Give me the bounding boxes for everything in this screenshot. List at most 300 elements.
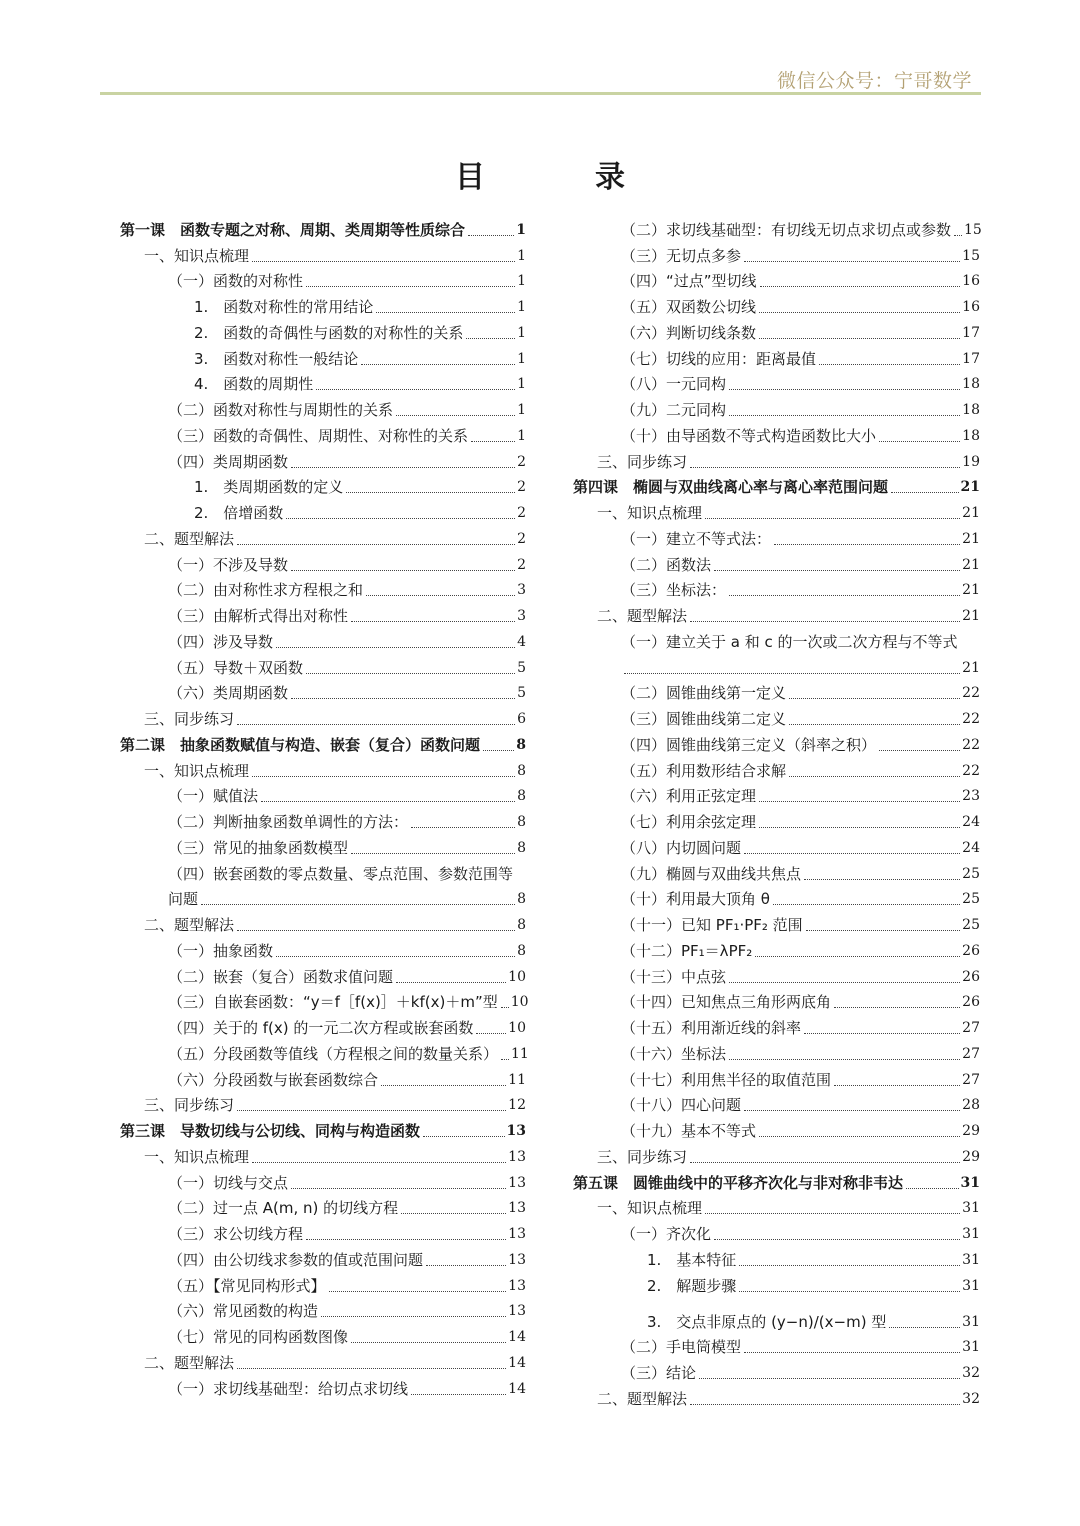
- dot-leader: [789, 697, 960, 699]
- toc-entry[interactable]: [573, 240, 980, 266]
- toc-entry-label: 第五课 圆锥曲线中的平移齐次化与非对称非韦达: [573, 1173, 904, 1192]
- toc-entry[interactable]: [120, 420, 526, 446]
- toc-entry[interactable]: [573, 1090, 980, 1116]
- dot-leader: [774, 543, 960, 545]
- toc-entry[interactable]: [573, 472, 980, 498]
- dot-leader: [376, 311, 515, 313]
- dot-leader: [471, 440, 515, 442]
- dot-leader: [396, 414, 515, 416]
- toc-entry[interactable]: [573, 832, 980, 858]
- toc-entry-label: （六）分段函数与嵌套函数综合: [168, 1070, 379, 1089]
- toc-entry-label: （一）建立关于 a 和 c 的一次或二次方程与不等式: [621, 632, 958, 651]
- toc-entry[interactable]: [573, 317, 980, 343]
- toc-entry[interactable]: [573, 420, 980, 446]
- toc-entry-label: 2. 函数的奇偶性与函数的对称性的关系: [194, 323, 464, 342]
- toc-entry-label: 一、知识点梳理: [597, 1199, 703, 1218]
- toc-entry-label: （一）建立不等式法：: [621, 529, 772, 548]
- toc-entry[interactable]: [120, 1270, 526, 1296]
- toc-entry[interactable]: [573, 884, 980, 910]
- toc-entry-page: 26: [962, 968, 980, 985]
- toc-entry[interactable]: [120, 987, 529, 1013]
- toc-entry[interactable]: [120, 575, 526, 601]
- toc-entry-page: 31: [962, 1277, 980, 1294]
- toc-entry-label: 第三课 导数切线与公切线、同构与构造函数: [120, 1122, 421, 1140]
- toc-entry-label: （四）涉及导数: [168, 632, 274, 651]
- toc-entry[interactable]: [573, 1167, 980, 1193]
- toc-entry[interactable]: [573, 1115, 980, 1141]
- toc-entry-page: 17: [962, 350, 980, 367]
- toc-entry-label: （四）类周期函数: [168, 452, 289, 471]
- toc-entry-label: （七）常见的同构函数图像: [168, 1328, 349, 1346]
- dot-leader: [501, 1006, 509, 1008]
- toc-entry[interactable]: [573, 369, 980, 395]
- header-watermark: 微信公众号：宁哥数学: [776, 70, 972, 92]
- toc-entry-page: 21: [962, 582, 980, 599]
- toc-entry[interactable]: [573, 858, 980, 884]
- toc-entry-label: （五）利用数形结合求解: [621, 761, 787, 780]
- toc-entry-page: 8: [517, 917, 526, 933]
- toc-entry-page: 21: [962, 556, 980, 573]
- toc-entry-label: （二）圆锥曲线第一定义: [621, 684, 787, 703]
- toc-entry[interactable]: [573, 935, 980, 961]
- toc-entry[interactable]: [573, 961, 980, 987]
- toc-entry-label: （十七）利用焦半径的取值范围: [621, 1070, 832, 1089]
- toc-entry[interactable]: [120, 858, 526, 884]
- toc-entry-page: 1: [516, 221, 526, 238]
- toc-entry-page: 4: [517, 633, 526, 650]
- toc-entry-label: （六）判断切线条数: [621, 323, 757, 342]
- toc-entry[interactable]: [573, 1357, 980, 1383]
- toc-entry-page: 27: [962, 1045, 980, 1062]
- dot-leader: [306, 285, 515, 287]
- dot-leader: [286, 517, 515, 519]
- toc-entry[interactable]: [120, 214, 526, 240]
- toc-left-column: [120, 214, 529, 1399]
- dot-leader: [729, 981, 960, 983]
- toc-entry-page: 2: [517, 530, 526, 547]
- toc-entry-page: 17: [962, 324, 980, 341]
- dot-leader: [760, 285, 961, 287]
- toc-entry-label: （一）齐次化: [621, 1225, 712, 1243]
- toc-entry[interactable]: [120, 652, 526, 678]
- toc-entry-page: 12: [508, 1097, 526, 1114]
- toc-entry[interactable]: [573, 1218, 980, 1244]
- toc-entry[interactable]: [120, 678, 526, 704]
- toc-entry-page: 21: [962, 530, 980, 547]
- dot-leader: [476, 1032, 506, 1034]
- dot-leader: [729, 414, 960, 416]
- toc-entry-page: 32: [962, 1390, 980, 1407]
- toc-entry-label: （九）二元同构: [621, 401, 727, 419]
- toc-entry[interactable]: [573, 1296, 980, 1332]
- toc-entry-page: 13: [508, 1226, 526, 1242]
- toc-entry-label: （四）由公切线求参数的值或范围问题: [168, 1250, 424, 1269]
- toc-entry-page: 15: [962, 247, 980, 264]
- toc-entry-label: （一）抽象函数: [168, 941, 274, 960]
- dot-leader: [789, 723, 960, 725]
- toc-entry[interactable]: [573, 678, 980, 704]
- toc-entry-page: 21: [960, 479, 980, 496]
- toc-entry-label: （二）手电筒模型: [621, 1338, 742, 1357]
- dot-leader: [834, 1084, 960, 1086]
- dot-leader: [291, 697, 515, 699]
- toc-entry[interactable]: [573, 1270, 980, 1296]
- toc-entry-page: 1: [517, 247, 526, 264]
- toc-entry-page: 8: [516, 736, 526, 753]
- toc-entry-page: 22: [962, 685, 980, 702]
- toc-entry-page: 31: [962, 1226, 980, 1242]
- dot-leader: [261, 800, 515, 802]
- toc-entry-label: 二、题型解法: [597, 607, 688, 625]
- toc-entry-page: 2: [517, 556, 526, 573]
- toc-entry-page: 3: [517, 608, 526, 624]
- toc-entry-page: 21: [962, 608, 980, 624]
- toc-entry-page: 10: [510, 994, 529, 1011]
- toc-entry-page: 2: [517, 479, 526, 496]
- toc-entry-label: （五）分段函数等值线（方程根之间的数量关系）: [168, 1044, 499, 1063]
- toc-entry[interactable]: [573, 781, 980, 807]
- dot-leader: [252, 1161, 506, 1163]
- toc-entry[interactable]: [573, 1064, 980, 1090]
- dot-leader: [468, 234, 514, 236]
- toc-entry-page: 18: [962, 402, 980, 418]
- toc-entry[interactable]: [120, 1193, 526, 1219]
- toc-entry[interactable]: [120, 1373, 526, 1399]
- toc-entry[interactable]: [573, 343, 980, 369]
- toc-entry[interactable]: [120, 832, 526, 858]
- toc-entry-page: 32: [962, 1365, 980, 1381]
- toc-entry-label: （七）切线的应用：距离最值: [621, 349, 817, 368]
- dot-leader: [291, 466, 515, 468]
- dot-leader: [346, 491, 515, 493]
- toc-entry[interactable]: [573, 1012, 980, 1038]
- toc-entry-page: 25: [962, 917, 980, 933]
- toc-entry[interactable]: [573, 1038, 980, 1064]
- dot-leader: [411, 826, 515, 828]
- toc-entry-label: （四）嵌套函数的零点数量、零点范围、参数范围等: [168, 864, 514, 883]
- toc-entry[interactable]: [120, 266, 526, 292]
- toc-entry-label: （六）类周期函数: [168, 684, 289, 703]
- dot-leader: [773, 903, 960, 905]
- dot-leader: [699, 1377, 960, 1379]
- toc-entry[interactable]: [120, 446, 526, 472]
- toc-entry-page: 13: [508, 1174, 526, 1191]
- toc-entry-label: （二）函数法: [621, 555, 712, 574]
- toc-entry-label: （三）自嵌套函数：“y＝f［f(x)］＋kf(x)＋m”型: [168, 993, 498, 1012]
- dot-leader: [237, 543, 515, 545]
- toc-entry-label: （三）常见的抽象函数模型: [168, 838, 349, 857]
- toc-entry-label: （十）由导函数不等式构造函数比大小: [621, 426, 877, 445]
- dot-leader: [879, 749, 960, 751]
- toc-entry-page: 13: [508, 1251, 526, 1268]
- toc-entry-page: 11: [508, 1071, 526, 1088]
- toc-entry-page: 1: [517, 273, 526, 290]
- toc-entry-page: 14: [508, 1380, 526, 1397]
- dot-leader: [426, 1264, 506, 1266]
- toc-entry-page: 22: [962, 762, 980, 779]
- toc-entry-label: （二）过一点 A(m, n) 的切线方程: [168, 1199, 399, 1218]
- toc-entry[interactable]: [120, 806, 526, 832]
- dot-leader: [755, 955, 960, 957]
- dot-leader: [729, 1058, 960, 1060]
- toc-entry[interactable]: [120, 1064, 526, 1090]
- toc-entry-label: （六）常见函数的构造: [168, 1302, 319, 1321]
- toc-entry[interactable]: [573, 394, 980, 420]
- toc-entry-page: 29: [962, 1123, 980, 1139]
- toc-entry-label: 第四课 椭圆与双曲线离心率与离心率范围问题: [573, 478, 889, 497]
- toc-entry-page: 28: [962, 1097, 980, 1114]
- toc-entry-label: （一）函数的对称性: [168, 272, 304, 291]
- toc-entry-label: 三、同步练习: [597, 452, 688, 471]
- toc-entry[interactable]: [120, 472, 526, 498]
- dot-leader: [729, 388, 960, 390]
- toc-entry-label: 一、知识点梳理: [144, 761, 250, 780]
- toc-entry[interactable]: [120, 1321, 526, 1347]
- toc-entry[interactable]: [573, 523, 980, 549]
- toc-entry-label: （七）利用余弦定理: [621, 813, 757, 831]
- toc-entry[interactable]: [120, 291, 526, 317]
- toc-entry-label: （二）嵌套（复合）函数求值问题: [168, 967, 394, 986]
- dot-leader: [276, 646, 515, 648]
- dot-leader: [954, 234, 962, 236]
- toc-entry-label: （三）函数的奇偶性、周期性、对称性的关系: [168, 426, 469, 445]
- toc-entry[interactable]: [573, 497, 980, 523]
- toc-entry-page: 14: [508, 1354, 526, 1371]
- toc-entry[interactable]: [120, 1218, 526, 1244]
- toc-entry[interactable]: [573, 703, 980, 729]
- toc-entry-label: （四）“过点”型切线: [621, 272, 757, 291]
- dot-leader: [804, 878, 960, 880]
- toc-entry-label: （二）求切线基础型：有切线无切点求切点或参数: [621, 220, 952, 239]
- toc-entry-label: （六）利用正弦定理: [621, 787, 757, 806]
- toc-entry-page: 5: [517, 659, 526, 676]
- toc-entry-page: 8: [517, 762, 526, 779]
- dot-leader: [401, 1212, 506, 1214]
- toc-entry[interactable]: [120, 343, 526, 369]
- toc-entry-label: （五）双函数公切线: [621, 298, 757, 316]
- toc-entry[interactable]: [120, 781, 526, 807]
- toc-entry-label: （八）内切圆问题: [621, 838, 742, 857]
- toc-entry[interactable]: [573, 1244, 980, 1270]
- toc-entry-label: 1. 类周期函数的定义: [194, 478, 344, 497]
- toc-entry[interactable]: [120, 703, 526, 729]
- toc-entry-label: 1. 函数对称性的常用结论: [194, 298, 374, 316]
- toc-entry-label: （三）求公切线方程: [168, 1225, 304, 1243]
- toc-entry-page: 1: [517, 324, 526, 341]
- toc-entry-label: （四）关于的 f(x) 的一元二次方程或嵌套函数: [168, 1019, 474, 1037]
- toc-entry-page: 8: [517, 814, 526, 830]
- toc-entry-page: 29: [962, 1148, 980, 1165]
- dot-leader: [329, 1290, 507, 1292]
- toc-entry[interactable]: [120, 369, 526, 395]
- dot-leader: [834, 1006, 960, 1008]
- toc-entry[interactable]: [120, 755, 526, 781]
- toc-entry[interactable]: [120, 909, 526, 935]
- toc-entry[interactable]: [573, 806, 980, 832]
- dot-leader: [466, 337, 515, 339]
- dot-leader: [306, 1238, 506, 1240]
- toc-entry-label: （十五）利用渐近线的斜率: [621, 1019, 802, 1037]
- toc-entry-page: 31: [962, 1313, 980, 1330]
- toc-entry-label: （八）一元同构: [621, 375, 727, 394]
- toc-entry[interactable]: [120, 497, 526, 523]
- toc-entry[interactable]: [120, 394, 526, 420]
- toc-entry-page: 8: [517, 788, 526, 805]
- dot-leader: [889, 1326, 960, 1328]
- dot-leader: [237, 929, 515, 931]
- toc-entry[interactable]: [120, 1012, 526, 1038]
- toc-entry-page: 16: [962, 299, 980, 315]
- toc-entry[interactable]: [120, 935, 526, 961]
- toc-entry-label: 4. 函数的周期性: [194, 375, 314, 394]
- toc-entry[interactable]: [573, 652, 980, 678]
- toc-entry-page: 1: [517, 299, 526, 315]
- dot-leader: [316, 388, 515, 390]
- toc-entry[interactable]: [573, 1332, 980, 1358]
- toc-entry-page: 14: [508, 1329, 526, 1345]
- toc-entry-label: （一）赋值法: [168, 787, 259, 806]
- toc-entry-page: 13: [508, 1303, 526, 1320]
- toc-entry-page: 2: [517, 453, 526, 470]
- toc-entry-page: 25: [962, 891, 980, 908]
- toc-entry-label: （一）求切线基础型：给切点求切线: [168, 1379, 409, 1398]
- toc-entry-label: （五）【常见同构形式】: [168, 1276, 326, 1295]
- toc-entry-label: （二）判断抽象函数单调性的方法：: [168, 813, 409, 831]
- toc-entry[interactable]: [573, 755, 980, 781]
- toc-entry[interactable]: [573, 600, 980, 626]
- toc-entry-label: 三、同步练习: [597, 1147, 688, 1166]
- dot-leader: [819, 363, 960, 365]
- toc-entry-label: 第一课 函数专题之对称、周期、类周期等性质综合: [120, 220, 466, 239]
- toc-entry[interactable]: [120, 1038, 529, 1064]
- toc-entry[interactable]: [573, 729, 980, 755]
- toc-entry-page: 19: [962, 453, 980, 470]
- toc-entry-page: 26: [962, 994, 980, 1011]
- toc-entry[interactable]: [573, 1141, 980, 1167]
- dot-leader: [739, 1290, 960, 1292]
- toc-entry-label: （十二）PF₁＝λPF₂: [621, 941, 753, 960]
- toc-entry[interactable]: [573, 549, 980, 575]
- toc-entry[interactable]: [573, 291, 980, 317]
- toc-entry[interactable]: [573, 575, 980, 601]
- dot-leader: [276, 955, 515, 957]
- toc-entry[interactable]: [573, 266, 980, 292]
- toc-entry[interactable]: [573, 1383, 980, 1409]
- toc-entry[interactable]: [120, 240, 526, 266]
- dot-leader: [237, 1109, 506, 1111]
- toc-entry[interactable]: [573, 909, 980, 935]
- toc-entry-label: （十六）坐标法: [621, 1044, 727, 1063]
- toc-entry-page: 21: [962, 659, 980, 676]
- toc-entry[interactable]: [120, 961, 526, 987]
- toc-entry-page: 18: [962, 427, 980, 444]
- toc-entry-label: 3. 函数对称性一般结论: [194, 349, 359, 368]
- dot-leader: [906, 1187, 959, 1189]
- toc-entry-label: （二）由对称性求方程根之和: [168, 581, 364, 600]
- dot-leader: [237, 723, 515, 725]
- dot-leader: [759, 1135, 960, 1137]
- toc-entry[interactable]: [120, 317, 526, 343]
- dot-leader: [252, 775, 515, 777]
- toc-entry-page: 18: [962, 376, 980, 393]
- toc-entry[interactable]: [573, 446, 980, 472]
- toc-entry-label: 三、同步练习: [144, 710, 235, 728]
- toc-entry-page: 23: [962, 788, 980, 805]
- toc-entry-label: （三）坐标法：: [621, 581, 727, 600]
- toc-entry-page: 13: [508, 1200, 526, 1217]
- toc-entry[interactable]: [120, 1115, 526, 1141]
- toc-entry[interactable]: [573, 987, 980, 1013]
- dot-leader: [744, 1351, 960, 1353]
- toc-entry[interactable]: [120, 1347, 526, 1373]
- toc-entry-label: （三）由解析式得出对称性: [168, 607, 349, 625]
- toc-entry-page: 11: [511, 1045, 529, 1062]
- toc-entry[interactable]: [120, 1296, 526, 1322]
- toc-entry-label: 1. 基本特征: [647, 1250, 737, 1269]
- toc-entry-page: 31: [962, 1200, 980, 1217]
- dot-leader: [351, 1341, 506, 1343]
- dot-leader: [739, 1264, 960, 1266]
- toc-entry-label: 2. 解题步骤: [647, 1276, 737, 1295]
- toc-entry[interactable]: [573, 1193, 980, 1219]
- toc-entry-page: 22: [962, 711, 980, 727]
- dot-leader: [789, 775, 960, 777]
- toc-entry[interactable]: [120, 1167, 526, 1193]
- toc-entry[interactable]: [120, 523, 526, 549]
- toc-entry-page: 15: [964, 221, 982, 238]
- dot-leader: [759, 826, 960, 828]
- dot-leader: [237, 1367, 506, 1369]
- dot-leader: [690, 1403, 960, 1405]
- toc-entry[interactable]: [573, 214, 980, 240]
- dot-leader: [624, 672, 960, 674]
- dot-leader: [201, 903, 515, 905]
- toc-entry[interactable]: [573, 626, 980, 652]
- toc-entry-page: 5: [517, 685, 526, 702]
- toc-entry-label: 二、题型解法: [144, 916, 235, 934]
- toc-entry-page: 8: [517, 942, 526, 959]
- dot-leader: [804, 1032, 960, 1034]
- dot-leader: [361, 363, 515, 365]
- toc-entry[interactable]: [120, 884, 526, 910]
- toc-entry-label: 问题: [168, 890, 199, 909]
- toc-entry[interactable]: [120, 729, 526, 755]
- dot-leader: [351, 852, 515, 854]
- toc-entry-label: 二、题型解法: [144, 529, 235, 548]
- toc-entry[interactable]: [120, 626, 526, 652]
- toc-entry-page: 13: [508, 1277, 526, 1294]
- toc-entry-label: 一、知识点梳理: [144, 246, 250, 265]
- dot-leader: [291, 569, 515, 571]
- dot-leader: [714, 1238, 960, 1240]
- dot-leader: [291, 1187, 506, 1189]
- toc-entry-page: 16: [962, 273, 980, 290]
- toc-right-column: [573, 214, 980, 1409]
- toc-entry-label: 二、题型解法: [144, 1353, 235, 1372]
- dot-leader: [744, 1109, 960, 1111]
- toc-entry[interactable]: [120, 1244, 526, 1270]
- toc-entry-label: 3. 交点非原点的 (y−n)/(x−m) 型: [647, 1312, 887, 1331]
- toc-entry-page: 31: [962, 1339, 980, 1356]
- toc-entry-page: 31: [960, 1174, 980, 1191]
- toc-entry[interactable]: [120, 1090, 526, 1116]
- dot-leader: [714, 569, 960, 571]
- toc-entry-page: 1: [517, 427, 526, 444]
- toc-entry[interactable]: [120, 600, 526, 626]
- toc-entry-label: （十）利用最大顶角 θ: [621, 890, 770, 909]
- toc-entry[interactable]: [120, 549, 526, 575]
- toc-entry[interactable]: [120, 1141, 526, 1167]
